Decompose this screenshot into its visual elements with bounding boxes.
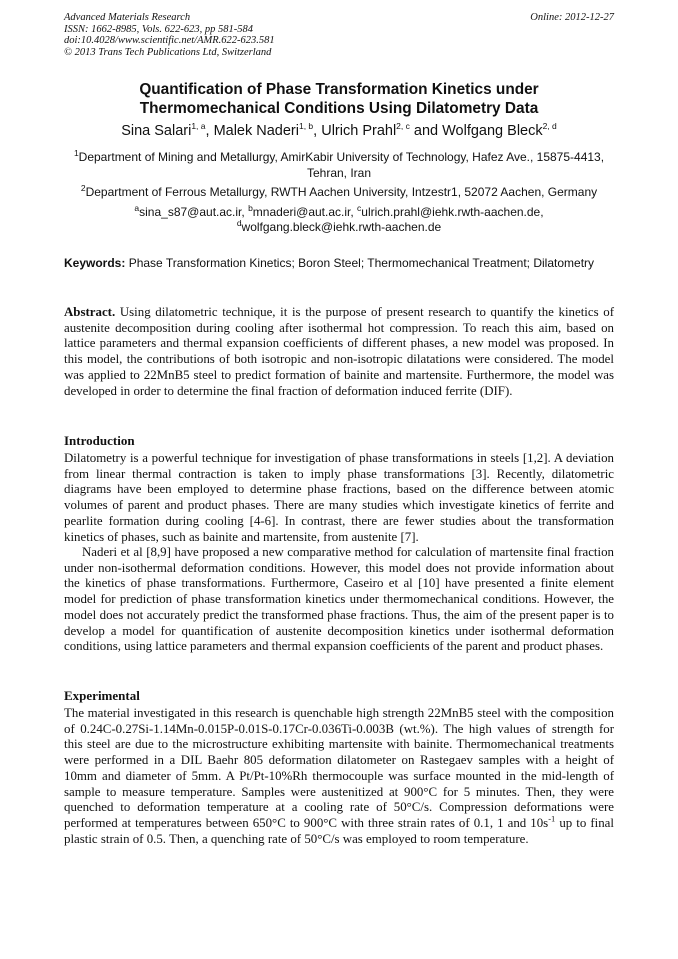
journal-copyright: © 2013 Trans Tech Publications Ltd, Switzerland	[64, 46, 272, 58]
journal-name: Advanced Materials Research	[64, 12, 191, 23]
author-sup: 2, c	[396, 121, 410, 132]
email-address[interactable]: wolfgang.bleck@iehk.rwth-aachen.de	[241, 220, 442, 234]
abstract-label: Abstract.	[64, 305, 116, 319]
affiliation-text: Department of Mining and Metallurgy, AmirKabir University of Technology, Hafez Ave., 15875-4413, Tehran, Iran	[78, 150, 605, 180]
affiliation-2	[64, 184, 614, 200]
experimental-text-a: The material investigated in this research is quenchable high strength 22MnB5 steel with the composition of 0.24C-0.27Si-1.14Mn-0.015P-0.01S-0.17Cr-0.036Ti-0.003B (wt.%). The high values of strength for this steel are due to the microstructure exhibiting martensite with bainite. Thermomechanical treatments were performed in a DIL Baehr 805 deformation dilatometer on Rastegaev samples with a height of 10mm and diameter of 5mm. A Pt/Pt-10%Rh thermocouple was surface mounted in the mid-length of sample to measure temperature. Samples were austenitized at 900°C for 5 minutes. Then, they were quenched to deformation temperature at a cooling rate of 50°C/s. Compression deformations were performed at temperatures between 650°C to 900°C with three strain rates of 0.1, 1 and 10s	[64, 706, 614, 830]
email-sup: b	[248, 203, 253, 213]
author-sup: 1, a	[191, 121, 206, 132]
affiliation-sup: 1	[73, 148, 79, 158]
author-name: Wolfgang Bleck	[442, 123, 543, 139]
journal-doi: doi:10.4028/www.scientific.net/AMR.622-623.581	[64, 35, 275, 47]
email-separator: ,	[241, 205, 249, 219]
abstract	[64, 305, 614, 399]
author-separator: and	[409, 123, 443, 139]
paper-title	[64, 80, 614, 118]
keywords-text: Phase Transformation Kinetics; Boron Steel; Thermomechanical Treatment; Dilatometry	[128, 256, 595, 270]
author-list	[64, 122, 614, 140]
affiliation-1	[64, 149, 614, 181]
email-sup: d	[236, 218, 242, 228]
author-sup: 2, d	[542, 121, 557, 132]
keywords	[64, 256, 614, 271]
experimental-text-b: up to final plastic strain of 0.5. Then, a quenching rate of 50°C/s was employed to room temperature.	[64, 815, 614, 846]
author-name: Sina Salari	[121, 123, 192, 139]
email-separator: ,	[350, 205, 358, 219]
title-line-1: Quantification of Phase Transformation Kinetics under	[139, 81, 539, 98]
affiliation-sup: 2	[80, 183, 86, 193]
email-line-1	[64, 205, 614, 220]
experimental-paragraph-1	[64, 706, 614, 847]
author-sup: 1, b	[298, 121, 314, 132]
journal-issn: ISSN: 1662-8985, Vols. 622-623, pp 581-584	[64, 23, 253, 35]
introduction-paragraph-1: Dilatometry is a powerful technique for investigation of phase transformations in steels [1,2]. A deviation from linear thermal contraction is taken to imply phase transformations [3]. Recently, dilatometric diagrams have been employed to determine phase fractions, based on the difference between atomic volumes of parent and product phases. There are many studies which investigate kinetics of ferrite and pearlite formation during cooling [4-6]. In contrast, there are fewer studies about the transformation kinetics of phases, such as bainite and martensite, from austenite [7].	[64, 451, 614, 544]
author-separator: ,	[313, 123, 322, 139]
experimental-sup: -1	[548, 813, 556, 824]
email-line-2	[64, 220, 614, 235]
email-sup: c	[357, 203, 362, 213]
author-name: Malek Naderi	[213, 123, 299, 139]
introduction-paragraph-2: Naderi et al [8,9] have proposed a new comparative method for calculation of martensite final fraction under non-isothermal deformation conditions. However, this model does not provide information about the kinetics of phase transformations. Furthermore, Caseiro et al [10] have presented a finite element model for prediction of phase transformation kinetics under thermomechanical conditions. However, the model does not accurately predict the transformed phase fractions. Thus, the aim of the present paper is to develop a model for quantification of austenite decomposition kinetics under isothermal deformation conditions, using lattice parameters and thermal expansion coefficients of the parent and product phases.	[64, 545, 614, 654]
email-list	[64, 205, 614, 235]
experimental-heading: Experimental	[64, 688, 140, 703]
abstract-text: Using dilatometric technique, it is the purpose of present research to quantify the kinetics of austenite decomposition during cooling after isothermal hot compression. To reach this aim, based on lattice parameters and thermal expansion coefficients of different phases, a new model was proposed. In this model, the contributions of both isotropic and non-isotropic dilatations were considered. The model was applied to 22MnB5 steel to predict formation of bainite and martensite. Furthermore, the model was developed in order to determine the final fraction of deformation induced ferrite (DIF).	[64, 305, 614, 398]
journal-header	[64, 12, 275, 58]
email-address[interactable]: sina_s87@aut.ac.ir	[139, 205, 242, 219]
email-separator: ,	[540, 205, 544, 219]
title-line-2: Thermomechanical Conditions Using Dilatometry Data	[139, 100, 539, 117]
author-separator: ,	[205, 123, 214, 139]
email-address[interactable]: mnaderi@aut.ac.ir	[252, 205, 351, 219]
email-sup: a	[134, 203, 140, 213]
keywords-label: Keywords:	[64, 256, 126, 270]
affiliation-text: Department of Ferrous Metallurgy, RWTH Aachen University, Intzestr1, 52072 Aachen, Germany	[85, 185, 598, 199]
introduction-heading: Introduction	[64, 433, 135, 448]
online-date: Online: 2012-12-27	[530, 12, 614, 23]
author-name: Ulrich Prahl	[321, 123, 397, 139]
email-address[interactable]: ulrich.prahl@iehk.rwth-aachen.de	[361, 205, 541, 219]
